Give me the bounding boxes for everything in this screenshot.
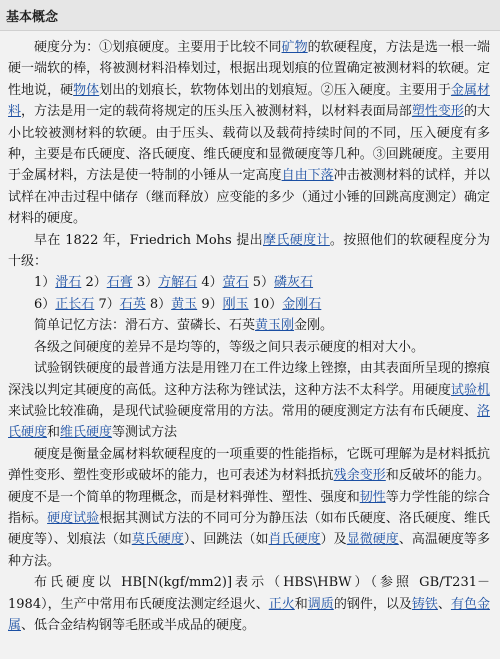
text: 布氏硬度以 HB[N(kgf/mm2)]表示（HBS\HBW）（参照 GB/T231－1984），生产中常用布氏硬度法测定经退火、 [8, 575, 490, 612]
list-item [201, 275, 248, 290]
link-nonferrous-metal[interactable]: 有色金属 [8, 596, 490, 633]
text: 和反破坏的能力。硬度不是一个简单的物理概念，而是材料弹性、塑性、强度和 [8, 468, 490, 505]
text: 、低合金结构钢等毛胚或半成品的硬度。 [21, 617, 256, 633]
item-number: 3） [136, 275, 159, 291]
text: 各级之间硬度的差异不是均等的，等级之间只表示硬度的相对大小。 [34, 339, 425, 355]
text: 试验钢铁硬度的最普通方法是用锉刀在工件边缘上锉擦，由其表面所呈现的擦痕深浅以判定其硬度的高低。这种方法称为锉试法，这种方法不太科学。用硬度 [8, 361, 490, 398]
link-toughness[interactable]: 韧性 [359, 489, 386, 505]
text: 根据其测试方法的不同可分为静压法（如布氏硬度、洛氏硬度、维氏硬度等）、划痕法（如 [8, 510, 490, 548]
item-number: 9） [201, 296, 223, 312]
item-number: 7） [98, 296, 120, 312]
text: 简单记忆方法：滑石方、萤磷长、石英 [34, 318, 256, 334]
text: 划出的划痕长，软物体划出的划痕短。②压入硬度。主要用于 [99, 82, 451, 98]
link-orthoclase[interactable]: 正长石 [55, 296, 95, 312]
link-topaz-corundum[interactable]: 黄玉刚 [255, 318, 295, 334]
item-number: 4） [201, 275, 223, 291]
list-item [253, 297, 322, 312]
text: 硬度是衡量金属材料软硬程度的一项重要的性能指标，它既可理解为是材料抵抗弹性变形、塑性变形或破坏的能力，也可表述为材料抵抗 [8, 446, 490, 484]
text: 早在 1822 年，Friedrich Mohs 提出 [34, 232, 263, 248]
link-mohs-scale[interactable]: 摩氏硬度计 [262, 232, 330, 248]
link-hardness-test[interactable]: 硬度试验 [47, 510, 100, 526]
item-number: 6） [34, 296, 56, 312]
item-number: 10） [252, 296, 283, 312]
link-topaz[interactable]: 黄玉 [171, 296, 198, 312]
link-quench-temper[interactable]: 调质 [307, 596, 334, 612]
link-testing-machine[interactable]: 试验机 [450, 382, 490, 398]
link-free-fall[interactable]: 自由下落 [281, 168, 334, 184]
link-rockwell-hardness[interactable]: 洛氏硬度 [8, 403, 490, 441]
link-mohs-hardness[interactable]: 莫氏硬度 [131, 532, 184, 548]
text: 的钢件，以及 [333, 596, 412, 612]
link-object[interactable]: 物体 [73, 82, 100, 98]
list-item [150, 297, 197, 312]
section-header [0, 0, 500, 31]
text: 。按照他们的软硬程度分为十级： [8, 232, 490, 270]
text: 等力学性能的综合指标。 [8, 489, 490, 526]
text: 的大小比较被测材料的软硬。由于压头、载荷以及载荷持续时间的不同，压入硬度有多种，主要是布氏硬度、洛氏硬度、维氏硬度和显微硬度等几种。③回跳硬度。主要用于金属材料，方法是使一特制的小锤从一定高度 [8, 104, 490, 184]
link-shore-hardness[interactable]: 肖氏硬度 [268, 532, 321, 548]
text: 和 [294, 596, 308, 612]
link-residual-deformation[interactable]: 残余变形 [333, 468, 386, 484]
link-fluorite[interactable]: 萤石 [222, 275, 249, 291]
paragraph-testing-methods [8, 358, 490, 444]
link-apatite[interactable]: 磷灰石 [274, 275, 314, 291]
link-quartz[interactable]: 石英 [119, 296, 146, 312]
text: ）及 [320, 532, 347, 548]
link-diamond[interactable]: 金刚石 [282, 296, 322, 312]
paragraph-mohs-intro [8, 230, 490, 273]
text: 的软硬程度，方法是选一根一端硬一端软的棒，将被测材料沿棒划过，根据出现划痕的位置确定被测材料的软硬。定性地说，硬 [8, 40, 490, 98]
text: 等测试方法 [112, 425, 178, 441]
text: 、 [437, 596, 451, 612]
mineral-row [34, 294, 490, 315]
list-item [201, 297, 248, 312]
text: 硬度分为：①划痕硬度。主要用于比较不同 [34, 40, 282, 55]
link-vickers-hardness[interactable]: 维氏硬度 [60, 425, 113, 441]
text: 冲击被测材料的试样，并以试样在冲击过程中储存（继而释放）应变能的多少（通过小锤的回跳高度测定）确定材料的硬度。 [8, 168, 490, 227]
mohs-mineral-list [8, 272, 490, 315]
list-item [34, 275, 81, 290]
item-number: 8） [149, 296, 172, 312]
link-calcite[interactable]: 方解石 [158, 275, 198, 291]
item-number: 5） [252, 275, 275, 291]
paragraph-relative-hardness [8, 337, 490, 358]
link-plastic-deformation[interactable]: 塑性变形 [411, 104, 464, 120]
text: 金刚。 [294, 318, 334, 334]
paragraph-brinell [8, 572, 490, 636]
link-micro-hardness[interactable]: 显微硬度 [346, 532, 399, 548]
text: ）、回跳法（如 [183, 532, 269, 548]
list-item [137, 275, 197, 290]
link-cast-iron[interactable]: 铸铁 [411, 596, 438, 612]
text: 来试验比较准确，是现代试验硬度常用的方法。常用的硬度测定方法有布氏硬度、 [8, 403, 477, 419]
link-normalizing[interactable]: 正火 [268, 596, 295, 612]
list-item [98, 297, 145, 312]
item-number: 2） [85, 275, 107, 291]
paragraph-mnemonic [8, 315, 490, 336]
link-mineral[interactable]: 矿物 [281, 40, 308, 55]
paragraph-hardness-definition [8, 444, 490, 572]
item-number: 1） [34, 275, 56, 291]
text: 和 [47, 425, 61, 441]
text: 、高温硬度等多种方法。 [8, 532, 490, 569]
section-title: 基本概念 [6, 9, 59, 25]
link-gypsum[interactable]: 石膏 [106, 275, 133, 291]
mineral-row [34, 272, 490, 293]
link-metal-material[interactable]: 金属材料 [8, 82, 490, 120]
link-talc[interactable]: 滑石 [55, 275, 82, 291]
paragraph-hardness-types [8, 37, 490, 230]
text: ，方法是用一定的载荷将规定的压头压入被测材料，以材料表面局部 [21, 104, 412, 120]
link-corundum[interactable]: 刚玉 [222, 296, 249, 312]
article-body [0, 31, 500, 636]
list-item [85, 275, 132, 290]
list-item [253, 275, 313, 290]
list-item [34, 297, 94, 312]
